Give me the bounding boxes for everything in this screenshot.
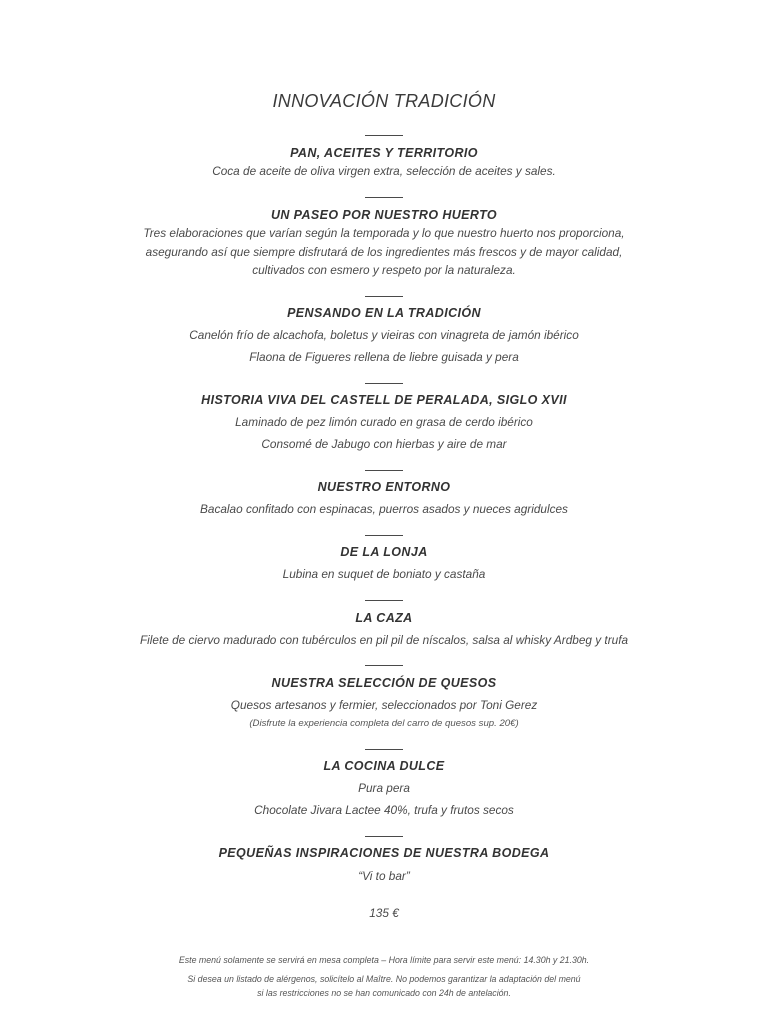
dish-line: Consomé de Jabugo con hierbas y aire de mar — [261, 437, 507, 451]
section-divider — [365, 836, 403, 837]
dish-line: Chocolate Jivara Lactee 40%, trufa y frutos secos — [254, 803, 514, 817]
section-heading-caza: LA CAZA — [355, 611, 413, 625]
dish-line: Tres elaboraciones que varían según la temporada y lo que nuestro huerto nos proporciona, — [143, 226, 625, 240]
section-heading-bodega: PEQUEÑAS INSPIRACIONES DE NUESTRA BODEGA — [218, 846, 550, 860]
section-heading-quesos: NUESTRA SELECCIÓN DE QUESOS — [271, 676, 497, 690]
dish-line: Quesos artesanos y fermier, seleccionados por Toni Gerez — [230, 698, 538, 712]
dish-line: “Vi to bar” — [358, 869, 410, 883]
section-divider — [365, 535, 403, 536]
section-divider — [365, 135, 403, 136]
menu-title: INNOVACIÓN TRADICIÓN — [272, 91, 496, 111]
footer-note: si las restricciones no se han comunicado con 24h de antelación. — [257, 988, 511, 998]
cheese-cart-note: (Disfrute la experiencia completa del carro de quesos sup. 20€) — [249, 718, 519, 729]
dish-line: asegurando así que siempre disfrutará de los ingredientes más frescos y de mayor calidad, — [145, 245, 623, 259]
section-heading-historia: HISTORIA VIVA DEL CASTELL DE PERALADA, SIGLO XVII — [201, 393, 567, 407]
dish-line: Bacalao confitado con espinacas, puerros asados y nueces agridulces — [200, 502, 568, 516]
section-divider — [365, 197, 403, 198]
section-heading-pan: PAN, ACEITES Y TERRITORIO — [290, 146, 478, 160]
section-heading-huerto: UN PASEO POR NUESTRO HUERTO — [270, 208, 498, 222]
menu-price: 135 € — [369, 906, 399, 920]
section-divider — [365, 749, 403, 750]
section-heading-dulce: LA COCINA DULCE — [323, 759, 445, 773]
dish-line: Flaona de Figueres rellena de liebre guisada y pera — [249, 350, 519, 364]
dish-line: Pura pera — [358, 781, 410, 795]
dish-line: Coca de aceite de oliva virgen extra, selección de aceites y sales. — [212, 164, 556, 178]
footer-note: Este menú solamente se servirá en mesa completa – Hora límite para servir este menú: 14.30h y 21.30h. — [178, 955, 590, 965]
dish-line: Canelón frío de alcachofa, boletus y vieiras con vinagreta de jamón ibérico — [189, 328, 579, 342]
section-heading-entorno: NUESTRO ENTORNO — [317, 480, 451, 494]
section-divider — [365, 665, 403, 666]
section-heading-tradicion: PENSANDO EN LA TRADICIÓN — [287, 306, 481, 320]
section-heading-lonja: DE LA LONJA — [340, 545, 428, 559]
footer-note: Si desea un listado de alérgenos, solicítelo al Maître. No podemos garantizar la adaptación del menú — [187, 974, 581, 984]
section-divider — [365, 296, 403, 297]
section-divider — [365, 470, 403, 471]
dish-line: Filete de ciervo madurado con tubérculos en pil pil de níscalos, salsa al whisky Ardbeg y trufa — [139, 633, 629, 647]
dish-line: Laminado de pez limón curado en grasa de cerdo ibérico — [235, 415, 533, 429]
dish-line: cultivados con esmero y respeto por la naturaleza. — [252, 263, 516, 277]
section-divider — [365, 600, 403, 601]
dish-line: Lubina en suquet de boniato y castaña — [282, 567, 486, 581]
section-divider — [365, 383, 403, 384]
